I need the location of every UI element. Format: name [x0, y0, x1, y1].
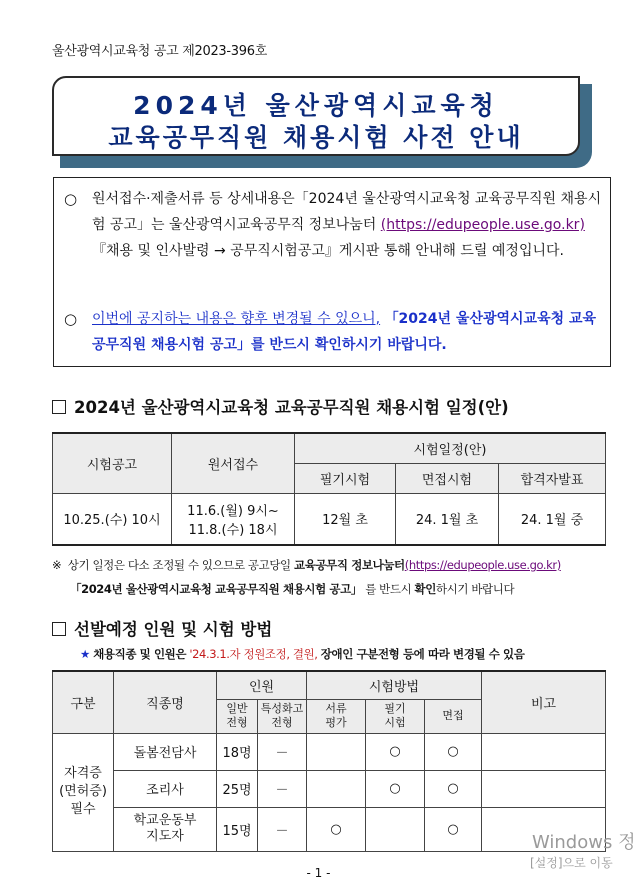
written-test: ○: [366, 733, 425, 770]
interview-test: ○: [425, 807, 482, 851]
header-remarks: 비고: [482, 671, 606, 733]
info-p1-text-b: 『채용 및 인사발령 → 공무직시험공고』게시판 통해 안내해 드릴 예정입니다.: [92, 243, 564, 259]
interview-test: ○: [425, 733, 482, 770]
header-result: 합격자발표: [499, 463, 606, 493]
section-selection-heading: 선발예정 인원 및 시험 방법: [52, 616, 272, 640]
section-schedule-heading: 2024년 울산광역시교육청 교육공무직원 채용시험 일정(안): [52, 394, 509, 418]
square-bullet-icon: [52, 622, 66, 636]
document-eval: [307, 770, 366, 807]
header-general: 일반 전형: [217, 699, 258, 733]
edupeople-link[interactable]: (https://edupeople.use.go.kr): [380, 217, 585, 233]
job-name: 돌봄전담사: [114, 733, 217, 770]
header-document: 서류 평가: [307, 699, 366, 733]
square-bullet-icon: [52, 400, 66, 414]
header-interview-test: 면접: [425, 699, 482, 733]
cell-application: 11.6.(월) 9시~ 11.8.(수) 18시: [172, 493, 295, 545]
general-count: 18명: [217, 733, 258, 770]
header-announcement: 시험공고: [53, 433, 172, 493]
table-row: [53, 807, 606, 851]
edupeople-link-note[interactable]: (https://edupeople.use.go.kr): [404, 558, 561, 572]
header-headcount: 인원: [217, 671, 307, 699]
star-icon: ★: [80, 647, 90, 661]
general-count: 15명: [217, 807, 258, 851]
notice-number: 울산광역시교육청 공고 제2023-396호: [52, 44, 267, 59]
info-p1-text-a: 원서접수·제출서류 등 상세내용은「2024년 울산광역시교육청 교육공무직원 채용시험 공고」는 울산광역시교육공무직 정보나눔터: [92, 191, 602, 233]
general-count: 25명: [217, 770, 258, 807]
banner-title-line2: 교육공무직원 채용시험 사전 안내: [108, 123, 524, 152]
special-count: －: [258, 733, 307, 770]
header-job: 직종명: [114, 671, 217, 733]
document-eval: ○: [307, 807, 366, 851]
header-exam-schedule: 시험일정(안): [295, 433, 606, 463]
circle-bullet-icon: ○: [64, 190, 78, 208]
special-count: －: [258, 770, 307, 807]
header-interview: 면접시험: [396, 463, 499, 493]
header-method: 시험방법: [307, 671, 482, 699]
cell-announcement: 10.25.(수) 10시: [53, 493, 172, 545]
document-eval: [307, 733, 366, 770]
cell-written: 12월 초: [295, 493, 396, 545]
job-name: 학교운동부 지도자: [114, 807, 217, 851]
remarks: [482, 770, 606, 807]
cell-interview: 24. 1월 초: [396, 493, 499, 545]
schedule-note-line2: 「2024년 울산광역시교육청 교육공무직원 채용시험 공고」 를 반드시 확인하시기 바랍니다: [70, 582, 515, 596]
header-category: 구분: [53, 671, 114, 733]
info-p2-text-a: 이번에 공지하는 내용은 향후 변경될 수 있으니,: [92, 311, 381, 327]
title-banner: [52, 76, 580, 156]
schedule-table: [52, 432, 606, 546]
header-written: 필기시험: [295, 463, 396, 493]
circle-bullet-icon: ○: [64, 310, 78, 328]
header-application: 원서접수: [172, 433, 295, 493]
table-row: [53, 733, 606, 770]
written-test: [366, 807, 425, 851]
banner-title-line1: 2024년 울산광역시교육청: [133, 91, 499, 120]
selection-table: [52, 670, 606, 852]
info-box: [53, 177, 611, 367]
schedule-note-line1: ※ 상기 일정은 다소 조정될 수 있으므로 공고당일 교육공무직 정보나눔터(https://edupeople.use.go.kr): [52, 558, 561, 572]
header-special: 특성화고 전형: [258, 699, 307, 733]
windows-settings-watermark: [설정]으로 이동: [530, 856, 613, 870]
table-row: [53, 770, 606, 807]
page-number: - 1 -: [306, 866, 331, 880]
info-p2-text-b: 「2024년 울산광역시교육청 교육공무직원 채용시험 공고」를 반드시 확인하시기 바랍니다.: [92, 311, 597, 353]
windows-activation-watermark: Windows 정: [532, 832, 636, 853]
group-label: 자격증 (면허증) 필수: [53, 733, 114, 851]
cell-result: 24. 1월 중: [499, 493, 606, 545]
interview-test: ○: [425, 770, 482, 807]
job-name: 조리사: [114, 770, 217, 807]
staffing-note: ★ 채용직종 및 인원은 '24.3.1.자 정원조정, 결원, 장애인 구분전형 등에 따라 변경될 수 있음: [80, 647, 525, 661]
written-test: ○: [366, 770, 425, 807]
remarks: [482, 733, 606, 770]
header-written-test: 필기 시험: [366, 699, 425, 733]
special-count: －: [258, 807, 307, 851]
